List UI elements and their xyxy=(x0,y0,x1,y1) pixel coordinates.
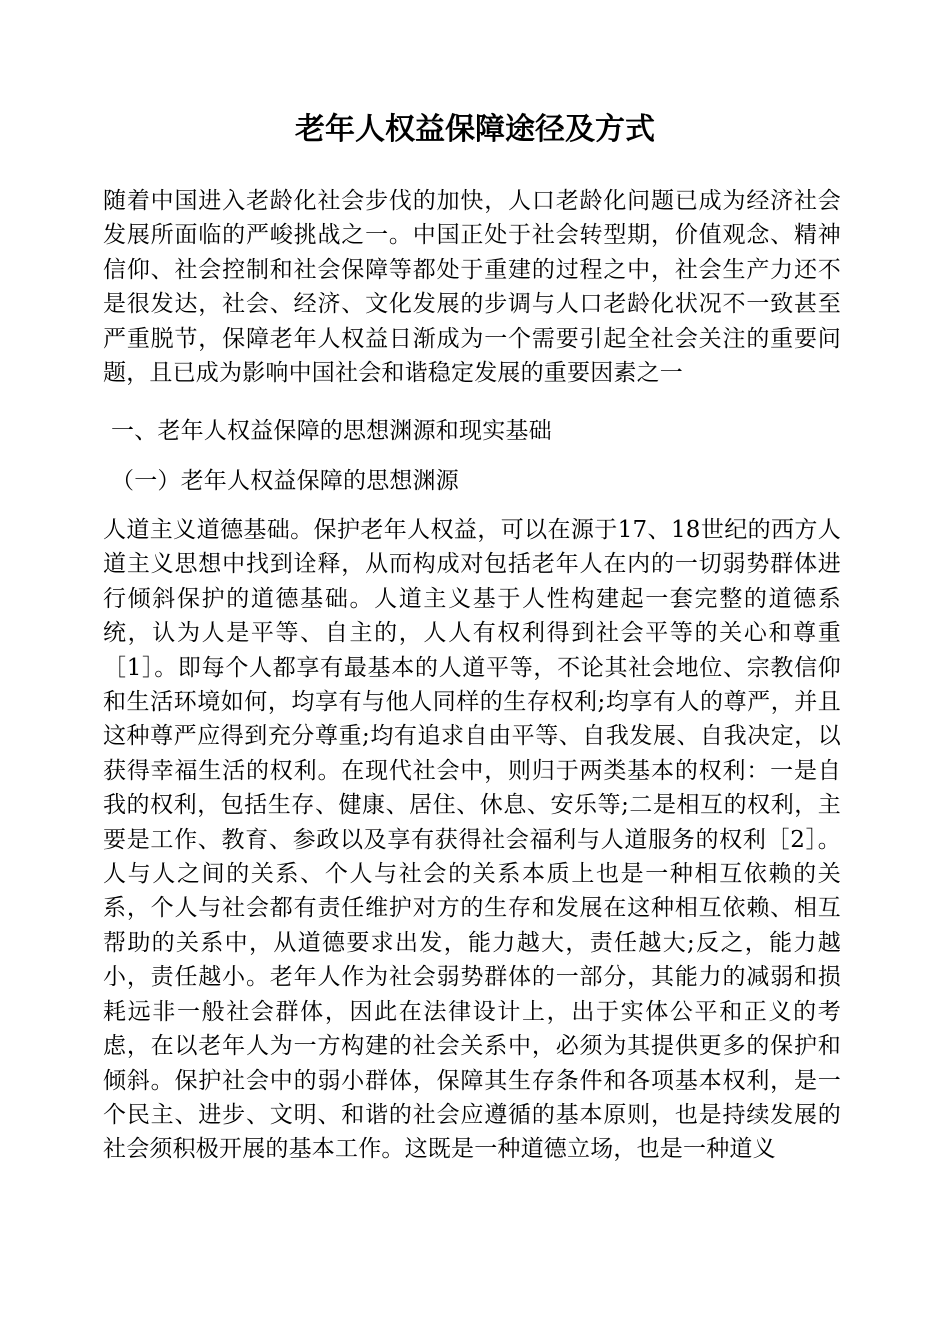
subsection-heading: （一）老年人权益保障的思想渊源 xyxy=(111,468,459,494)
section-heading: 一、老年人权益保障的思想渊源和现实基础 xyxy=(111,418,552,444)
body-paragraph: 人道主义道德基础。保护老年人权益，可以在源于17、18世纪的西方人道主义思想中找到诠释，从而构成对包括老年人在内的一切弱势群体进行倾斜保护的道德基础。人道主义基于人性构建起一套完整的道德系统，认为人是平等、自主的，人人有权利得到社会平等的关心和尊重［1］。即每个人都享有最基本的人道平等，不论其社会地位、宗教信仰和生活环境如何，均享有与他人同样的生存权利;均享有人的尊严，并且这种尊严应得到充分尊重;均有追求自由平等、自我发展、自我决定，以获得幸福生活的权利。在现代社会中，则归于两类基本的权利：一是自我的权利，包括生存、健康、居住、休息、安乐等;二是相互的权利，主要是工作、教育、参政以及享有获得社会福利与人道服务的权利［2］。人与人之间的关系、个人与社会的关系本质上也是一种相互依赖的关系，个人与社会都有责任维护对方的生存和发展在这种相互依赖、相互帮助的关系中，从道德要求出发，能力越大，责任越大;反之，能力越小，责任越小。老年人作为社会弱势群体的一部分，其能力的减弱和损耗远非一般社会群体，因此在法律设计上，出于实体公平和正义的考虑，在以老年人为一方构建的社会关系中，必须为其提供更多的保护和倾斜。保护社会中的弱小群体，保障其生存条件和各项基本权利，是一个民主、进步、文明、和谐的社会应遵循的基本原则，也是持续发展的社会须积极开展的基本工作。这既是一种道德立场，也是一种道义 xyxy=(103,517,841,1163)
document-title: 老年人权益保障途径及方式 xyxy=(295,112,655,147)
intro-paragraph: 随着中国进入老龄化社会步伐的加快，人口老龄化问题已成为经济社会发展所面临的严峻挑战之一。中国正处于社会转型期，价值观念、精神信仰、社会控制和社会保障等都处于重建的过程之中，社会生产力还不是很发达，社会、经济、文化发展的步调与人口老龄化状况不一致甚至严重脱节，保障老年人权益日渐成为一个需要引起全社会关注的重要问题，且已成为影响中国社会和谐稳定发展的重要因素之一 xyxy=(103,188,841,387)
